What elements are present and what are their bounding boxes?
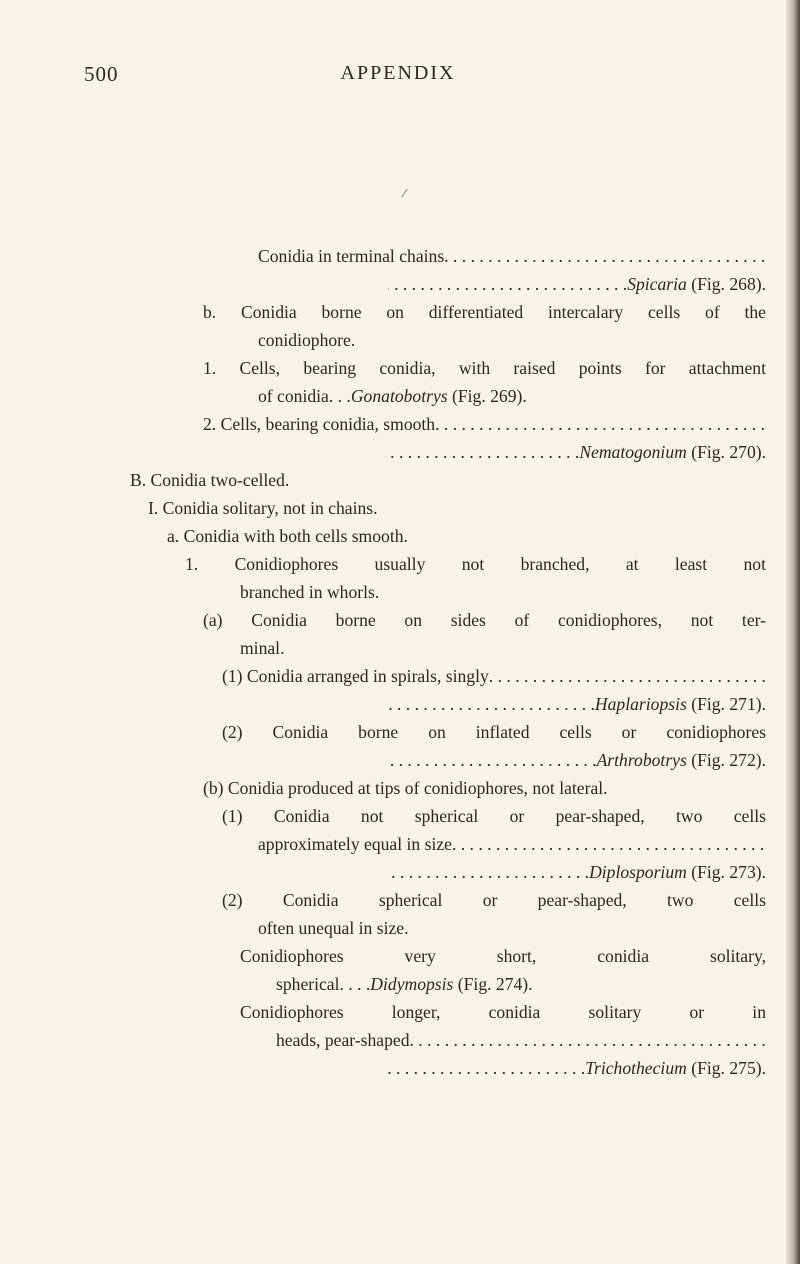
key-line: spherical. . . .Didymopsis (Fig. 274). — [276, 974, 533, 994]
genus-name: Gonatobotrys — [350, 386, 448, 406]
key-line: . . . Trichothecium (Fig. 275). — [388, 1055, 766, 1081]
key-line: often unequal in size. — [258, 918, 409, 938]
page-number: 500 — [84, 62, 119, 86]
key-line: 2. Cells, bearing conidia, smooth . . . — [203, 411, 766, 437]
key-line: of conidia. . .Gonatobotrys (Fig. 269). — [258, 386, 527, 406]
genus-name: Diplosporium — [589, 862, 687, 882]
key-line: . . . Haplariopsis (Fig. 271). — [388, 691, 766, 717]
key-line: . . . Arthrobotrys (Fig. 272). — [388, 747, 766, 773]
stray-mark — [401, 189, 408, 198]
key-line: Conidia in terminal chains . . . — [258, 243, 766, 269]
key-line: . . . Spicaria (Fig. 268). — [388, 271, 766, 297]
key-line: (2) Conidia borne on inflated cells or conidiophores — [222, 722, 766, 742]
key-line: I. Conidia solitary, not in chains. — [148, 498, 378, 518]
genus-name: Didymopsis — [370, 974, 454, 994]
key-line: branched in whorls. — [240, 582, 380, 602]
key-line: . . . Nematogonium (Fig. 270). — [388, 439, 766, 465]
running-head: APPENDIX — [340, 62, 456, 84]
key-line: heads, pear-shaped . . . — [276, 1027, 766, 1053]
key-line: B. Conidia two-celled. — [130, 470, 290, 490]
key-line: conidiophore. — [258, 330, 356, 350]
key-line: (1) Conidia not spherical or pear-shaped, two cells — [222, 806, 766, 826]
key-line: approximately equal in size . . . — [258, 831, 766, 857]
page-header — [78, 62, 718, 92]
key-line: 1. Cells, bearing conidia, with raised points for attachment — [203, 358, 766, 378]
key-line: a. Conidia with both cells smooth. — [167, 526, 408, 546]
genus-name: Trichothecium — [585, 1058, 687, 1078]
page-edge-shadow — [786, 0, 800, 1264]
key-line: Conidiophores longer, conidia solitary or in — [240, 1002, 766, 1022]
key-line: (a) Conidia borne on sides of conidiophores, not ter- — [203, 610, 766, 630]
key-line: (1) Conidia arranged in spirals, singly . . . — [222, 663, 766, 689]
key-line: minal. — [240, 638, 285, 658]
genus-name: Haplariopsis — [594, 694, 687, 714]
key-line: 1. Conidiophores usually not branched, at least not — [185, 554, 766, 574]
genus-name: Arthrobotrys — [596, 750, 687, 770]
genus-name: Nematogonium — [579, 442, 687, 462]
genus-name: Spicaria — [627, 274, 687, 294]
key-line: (b) Conidia produced at tips of conidiophores, not lateral. — [203, 778, 608, 798]
key-line: . . . Diplosporium (Fig. 273). — [388, 859, 766, 885]
key-line: (2) Conidia spherical or pear-shaped, two cells — [222, 890, 766, 910]
key-line: Conidiophores very short, conidia solitary, — [240, 946, 766, 966]
key-line: b. Conidia borne on differentiated intercalary cells of the — [203, 302, 766, 322]
